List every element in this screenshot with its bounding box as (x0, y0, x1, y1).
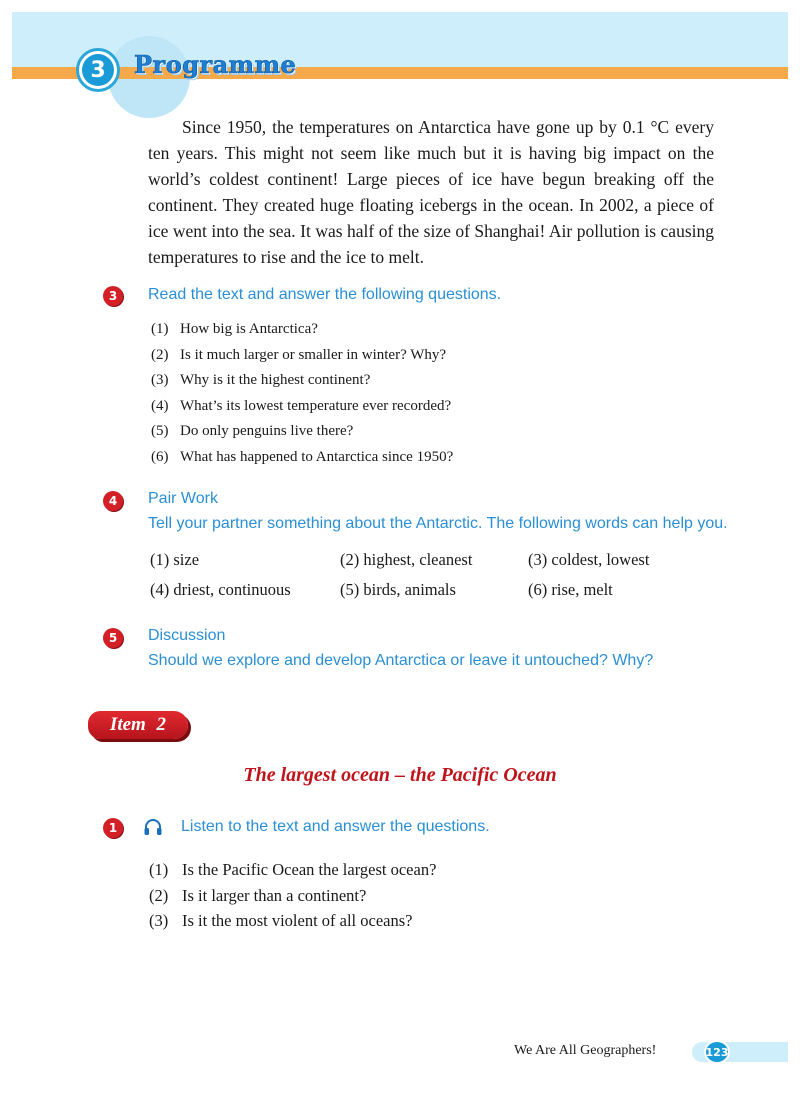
list-item: (2) Is it much larger or smaller in winter? Why? (151, 346, 447, 363)
word-hint: (3) coldest, lowest (528, 550, 650, 569)
task4-title: Pair Work (148, 490, 218, 507)
list-item: (5) Do only penguins live there? (151, 423, 354, 440)
task3-question-list (151, 317, 453, 471)
task-number-badge: 5 (103, 628, 123, 648)
task-number-badge: 4 (103, 491, 123, 511)
list-item: (3) Is it the most violent of all oceans? (149, 911, 413, 931)
page-number: 123 (704, 1040, 730, 1064)
list-item: (6) What has happened to Antarctica since 1950? (151, 448, 454, 465)
word-hint: (5) birds, animals (340, 580, 456, 599)
task5-instruction: Should we explore and develop Antarctica or leave it untouched? Why? (148, 652, 654, 669)
word-hint: (2) highest, cleanest (340, 550, 473, 569)
task5-title: Discussion (148, 627, 226, 644)
item2-task1-instruction: Listen to the text and answer the questions. (181, 818, 490, 835)
list-item: (1) How big is Antarctica? (151, 321, 318, 337)
word-hint: (1) size (150, 550, 200, 569)
task4-instruction: Tell your partner something about the Antarctic. The following words can help you. (148, 515, 728, 532)
task-number-badge: 1 (103, 818, 123, 838)
list-item: (2) Is it larger than a continent? (149, 885, 367, 905)
headphones-icon (143, 817, 163, 837)
unit-number: 3 (82, 54, 114, 86)
book-title: We Are All Geographers! (514, 1043, 657, 1058)
word-hint: (6) rise, melt (528, 580, 613, 599)
item-title: The largest ocean – the Pacific Ocean (243, 764, 557, 786)
item-banner: Item 2 (88, 711, 188, 739)
word-hint: (4) driest, continuous (150, 580, 291, 599)
task3-instruction: Read the text and answer the following questions. (148, 286, 502, 303)
item2-question-list (149, 857, 436, 934)
list-item: (3) Why is it the highest continent? (151, 372, 371, 389)
word-hints (150, 547, 710, 607)
task-number-badge: 3 (103, 286, 123, 306)
list-item: (1) Is the Pacific Ocean the largest ocean? (149, 860, 437, 879)
unit-badge (76, 48, 120, 92)
header-stripe (12, 67, 788, 79)
reading-passage: Since 1950, the temperatures on Antarctica have gone up by 0.1 °C every ten years. This might not seem like much but it is having big impact on the world’s coldest continent! Large pieces of ice have begun breaking off the continent. They created huge floating icebergs in the ocean. In 2002, a piece of ice went into the sea. It was half of the size of Shanghai! Air pollution is causing temperatures to rise and the ice to melt. (148, 117, 714, 267)
section-title: Programme (134, 50, 297, 79)
list-item: (4) What’s its lowest temperature ever recorded? (151, 397, 452, 414)
